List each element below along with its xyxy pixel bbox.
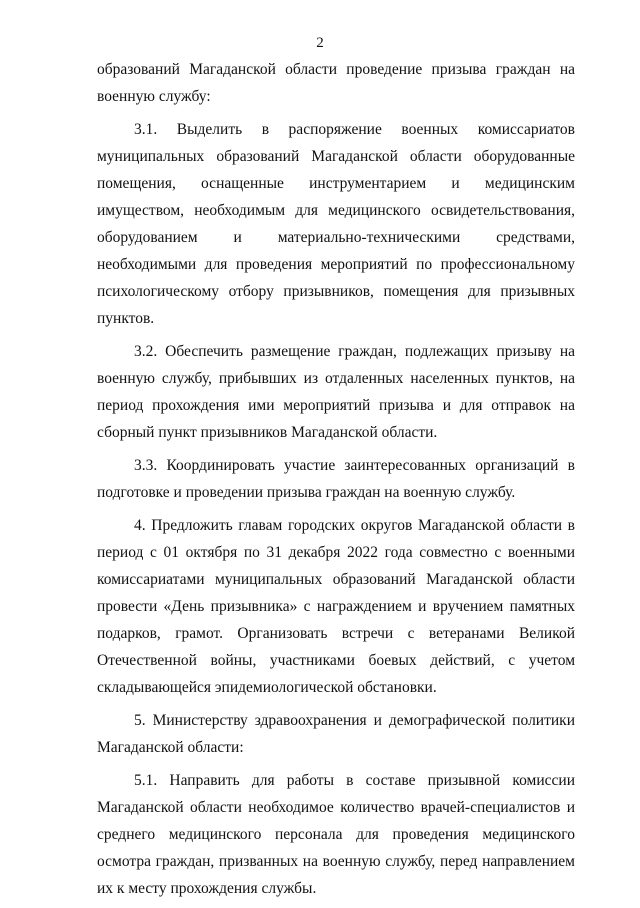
page-number: 2 [316,35,324,51]
paragraph-4: 4. Предложить главам городских округов Магаданской области в период с 01 октября по 31 декабря 2022 года совместно с военными комиссариатами муниципальных образований Магаданской области провести «День призывника» с награждением и вручением памятных подарков, грамот. Организовать встречи с ветеранами Великой Отечественной войны, участниками боевых действий, с учетом складывающейся эпидемиологической обстановки. [97,517,575,696]
document-body [97,56,575,908]
paragraph-3-3: 3.3. Координировать участие заинтересованных организаций в подготовке и проведении призыва граждан на военную службу. [97,457,575,501]
paragraph-5-1: 5.1. Направить для работы в составе призывной комиссии Магаданской области необходимое количество врачей-специалистов и среднего медицинского персонала для проведения медицинского осмотра граждан, призванных на военную службу, перед направлением их к месту прохождения службы. [97,772,575,897]
paragraph-5: 5. Министерству здравоохранения и демографической политики Магаданской области: [97,712,575,756]
paragraph-3-2: 3.2. Обеспечить размещение граждан, подлежащих призыву на военную службу, прибывших из отдаленных населенных пунктов, на период прохождения ими мероприятий призыва и для отправок на сборный пункт призывников Магаданской области. [97,343,575,441]
paragraph-3-1: 3.1. Выделить в распоряжение военных комиссариатов муниципальных образований Магаданской области оборудованные помещения, оснащенные инструментарием и медицинским имуществом, необходимым для медицинского освидетельствования, оборудованием и материально-техническими средствами, необходимыми для проведения мероприятий по профессиональному психологическому отбору призывников, помещения для призывных пунктов. [97,121,575,327]
paragraph-continuation: образований Магаданской области проведение призыва граждан на военную службу: [97,61,575,105]
